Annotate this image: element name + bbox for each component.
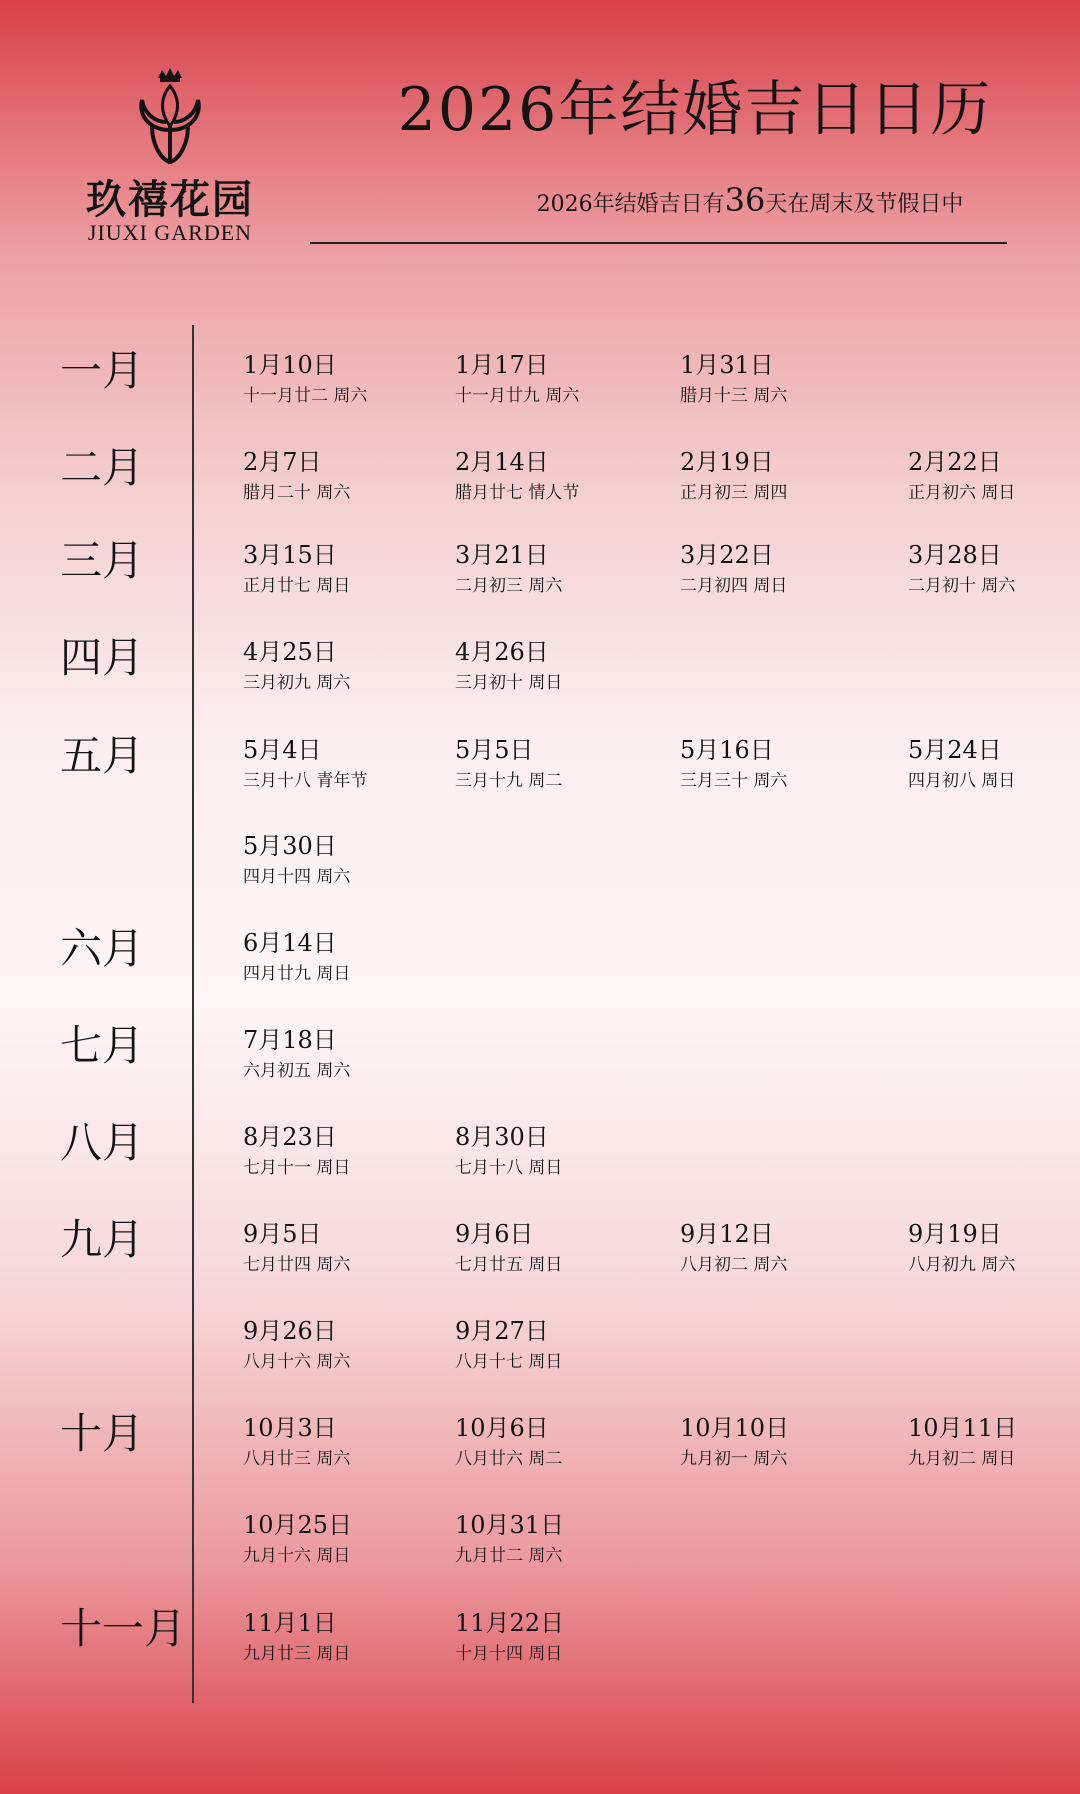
- month-label: 七月: [60, 1021, 145, 1070]
- subtitle-prefix: 2026年结婚吉日有: [536, 192, 725, 217]
- date-entry: [243, 1122, 350, 1180]
- lunar-weekday-label: 八月初九 周六: [908, 1255, 1016, 1275]
- subtitle-suffix: 天在周末及节假日中: [765, 192, 964, 217]
- lunar-weekday-label: 三月初九 周六: [243, 673, 351, 693]
- date-label: 9月27日: [455, 1317, 549, 1345]
- date-label: 9月5日: [243, 1220, 322, 1248]
- date-entry: [908, 735, 1015, 793]
- brand-logo: [70, 68, 270, 248]
- lunar-weekday-label: 四月初八 周日: [908, 771, 1016, 791]
- lunar-weekday-label: 二月初十 周六: [908, 576, 1016, 596]
- date-entry: [455, 1316, 562, 1374]
- lunar-weekday-label: 八月初二 周六: [680, 1255, 788, 1275]
- lunar-weekday-label: 十一月廿九 周六: [455, 386, 580, 406]
- date-entry: [243, 1025, 350, 1083]
- lunar-weekday-label: 六月初五 周六: [243, 1061, 351, 1081]
- date-label: 10月6日: [455, 1414, 549, 1442]
- date-entry: [243, 831, 350, 889]
- date-entry: [455, 1413, 562, 1471]
- date-entry: [908, 1219, 1015, 1277]
- date-label: 5月4日: [243, 736, 322, 764]
- date-entry: [455, 1122, 562, 1180]
- lunar-weekday-label: 三月初十 周日: [455, 673, 563, 693]
- header-divider: [310, 242, 1007, 244]
- lunar-weekday-label: 十一月廿二 周六: [243, 386, 368, 406]
- lunar-weekday-label: 八月廿六 周二: [455, 1449, 563, 1469]
- lunar-weekday-label: 八月十六 周六: [243, 1352, 351, 1372]
- lunar-weekday-label: 四月廿九 周日: [243, 964, 351, 984]
- lunar-weekday-label: 七月十八 周日: [455, 1158, 563, 1178]
- lunar-weekday-label: 四月十四 周六: [243, 867, 351, 887]
- subtitle-count: 36: [724, 181, 766, 219]
- date-entry: [908, 1413, 1017, 1471]
- lunar-weekday-label: 正月初六 周日: [908, 483, 1016, 503]
- month-label: 一月: [60, 346, 145, 395]
- date-label: 2月22日: [908, 448, 1002, 476]
- date-entry: [243, 350, 367, 408]
- date-label: 10月31日: [455, 1511, 565, 1539]
- month-label: 十一月: [60, 1604, 187, 1653]
- date-label: 1月10日: [243, 351, 337, 379]
- lunar-weekday-label: 七月廿五 周日: [455, 1255, 563, 1275]
- date-label: 8月23日: [243, 1123, 337, 1151]
- date-entry: [243, 1608, 350, 1666]
- page-title: 2026年结婚吉日日历: [397, 75, 993, 145]
- date-label: 6月14日: [243, 929, 337, 957]
- lunar-weekday-label: 腊月廿七 情人节: [455, 483, 580, 503]
- date-entry: [243, 637, 350, 695]
- date-label: 1月31日: [680, 351, 774, 379]
- month-label: 八月: [60, 1118, 145, 1167]
- date-entry: [243, 1510, 352, 1568]
- lunar-weekday-label: 九月初二 周日: [908, 1449, 1016, 1469]
- date-label: 11月1日: [243, 1609, 337, 1637]
- lunar-weekday-label: 正月廿七 周日: [243, 576, 351, 596]
- date-label: 5月30日: [243, 832, 337, 860]
- lunar-weekday-label: 七月十一 周日: [243, 1158, 351, 1178]
- date-entry: [455, 447, 579, 505]
- date-entry: [455, 540, 562, 598]
- lunar-weekday-label: 七月廿四 周六: [243, 1255, 351, 1275]
- lunar-weekday-label: 腊月十三 周六: [680, 386, 788, 406]
- month-label: 五月: [60, 731, 145, 780]
- date-label: 3月21日: [455, 541, 549, 569]
- lunar-weekday-label: 三月十八 青年节: [243, 771, 368, 791]
- date-label: 3月28日: [908, 541, 1002, 569]
- lunar-weekday-label: 二月初四 周日: [680, 576, 788, 596]
- date-label: 9月12日: [680, 1220, 774, 1248]
- lunar-weekday-label: 八月十七 周日: [455, 1352, 563, 1372]
- date-label: 2月7日: [243, 448, 322, 476]
- date-label: 10月11日: [908, 1414, 1018, 1442]
- logo-text-cn: 玖禧花园: [86, 177, 254, 223]
- crown-tulip-icon: [130, 68, 210, 168]
- date-entry: [455, 1608, 564, 1666]
- date-entry: [680, 1413, 789, 1471]
- date-entry: [243, 1413, 350, 1471]
- logo-text-en: JIUXI GARDEN: [87, 220, 253, 245]
- lunar-weekday-label: 腊月二十 周六: [243, 483, 351, 503]
- date-entry: [680, 735, 787, 793]
- lunar-weekday-label: 九月廿二 周六: [455, 1546, 563, 1566]
- date-label: 10月25日: [243, 1511, 353, 1539]
- date-entry: [243, 1219, 350, 1277]
- date-entry: [243, 735, 367, 793]
- date-label: 5月16日: [680, 736, 774, 764]
- date-label: 8月30日: [455, 1123, 549, 1151]
- date-entry: [680, 350, 787, 408]
- date-label: 2月19日: [680, 448, 774, 476]
- date-entry: [243, 1316, 350, 1374]
- date-entry: [680, 540, 787, 598]
- date-entry: [908, 447, 1015, 505]
- lunar-weekday-label: 八月廿三 周六: [243, 1449, 351, 1469]
- lunar-weekday-label: 三月十九 周二: [455, 771, 563, 791]
- date-label: 10月3日: [243, 1414, 337, 1442]
- date-label: 9月26日: [243, 1317, 337, 1345]
- page-subtitle: [440, 180, 1060, 225]
- lunar-weekday-label: 正月初三 周四: [680, 483, 788, 503]
- date-label: 3月22日: [680, 541, 774, 569]
- date-label: 11月22日: [455, 1609, 565, 1637]
- date-label: 9月19日: [908, 1220, 1002, 1248]
- date-label: 4月26日: [455, 638, 549, 666]
- date-label: 4月25日: [243, 638, 337, 666]
- month-label: 六月: [60, 924, 145, 973]
- date-label: 2月14日: [455, 448, 549, 476]
- lunar-weekday-label: 二月初三 周六: [455, 576, 563, 596]
- date-entry: [243, 540, 350, 598]
- date-entry: [455, 637, 562, 695]
- lunar-weekday-label: 九月初一 周六: [680, 1449, 788, 1469]
- month-label: 九月: [60, 1215, 145, 1264]
- date-label: 3月15日: [243, 541, 337, 569]
- month-label: 三月: [60, 536, 145, 585]
- date-entry: [243, 447, 350, 505]
- date-entry: [455, 1219, 562, 1277]
- date-label: 5月24日: [908, 736, 1002, 764]
- month-divider: [192, 325, 194, 1703]
- date-entry: [455, 350, 579, 408]
- date-entry: [680, 447, 787, 505]
- date-label: 9月6日: [455, 1220, 534, 1248]
- date-label: 7月18日: [243, 1026, 337, 1054]
- lunar-weekday-label: 九月廿三 周日: [243, 1644, 351, 1664]
- month-label: 四月: [60, 633, 145, 682]
- date-entry: [680, 1219, 787, 1277]
- date-label: 10月10日: [680, 1414, 790, 1442]
- date-entry: [243, 928, 350, 986]
- month-label: 十月: [60, 1409, 145, 1458]
- lunar-weekday-label: 三月三十 周六: [680, 771, 788, 791]
- month-label: 二月: [60, 443, 145, 492]
- date-label: 5月5日: [455, 736, 534, 764]
- date-entry: [455, 1510, 564, 1568]
- date-entry: [908, 540, 1015, 598]
- date-entry: [455, 735, 562, 793]
- lunar-weekday-label: 九月十六 周日: [243, 1546, 351, 1566]
- lunar-weekday-label: 十月十四 周日: [455, 1644, 563, 1664]
- date-label: 1月17日: [455, 351, 549, 379]
